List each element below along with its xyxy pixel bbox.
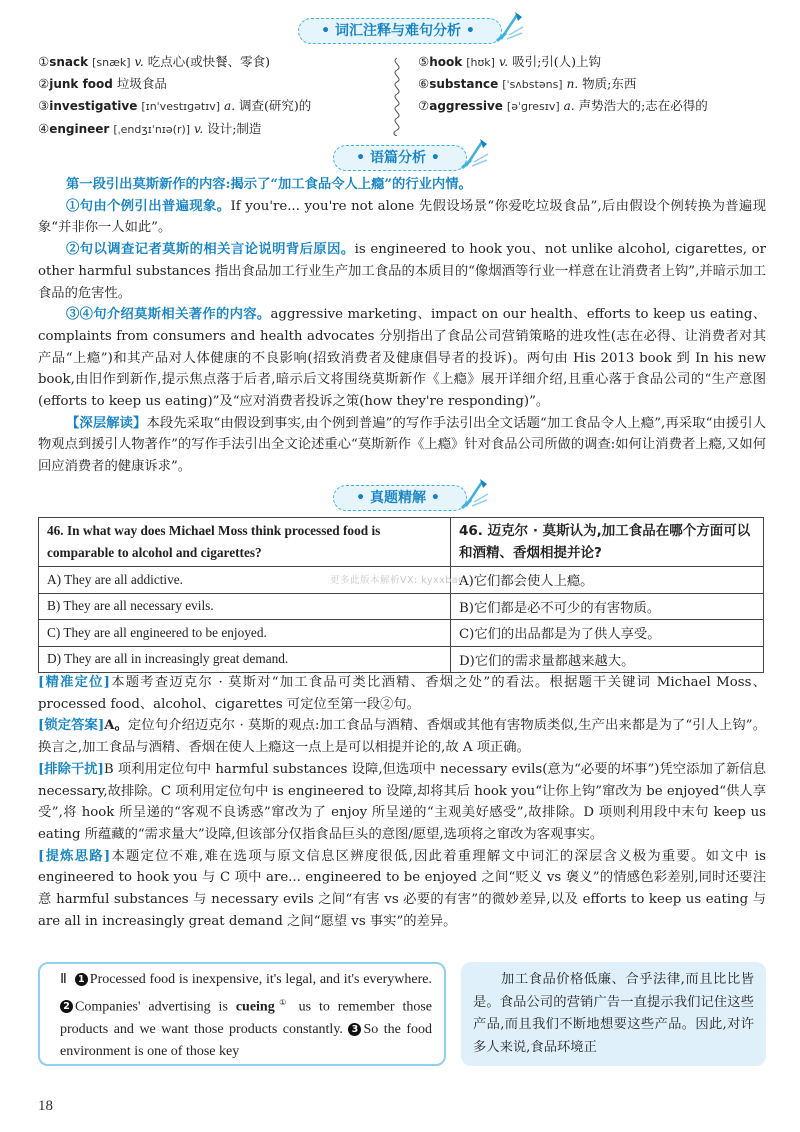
- sentence-number: 2: [60, 1000, 73, 1013]
- answer-paragraph: [锁定答案]A。定位句介绍迈克尔 · 莫斯的观点:加工食品与酒精、香烟或其他有害物质类似,生产出来都是为了“引人上钩”。换言之,加工食品与酒精、香烟在使人上瘾这一点上是可以相提并论的,故 A 项正确。: [38, 718, 766, 756]
- option-c-zh: C)它们的出品都是为了供人享受。: [451, 620, 764, 647]
- option-a-zh: A)它们都会使人上瘾。: [451, 567, 764, 594]
- spiral-divider: [390, 56, 404, 136]
- vocab-list-right: [418, 51, 708, 118]
- option-c-en: C) They are all engineered to be enjoyed.: [39, 620, 451, 647]
- deep-reading-paragraph: 【深层解读】本段先采取“由假设到事实,由个例到普遍”的写作手法引出全文话题“加工食品令人上瘾”,再采取“由援引人物观点到援引人物著作”的写作手法引出全文论述重心“莫斯新作《上瘾》针对食品公司所做的调查:如何让消费者上瘾,又如何回应消费者的健康诉求”。: [38, 415, 766, 475]
- eliminate-paragraph: [排除干扰]B 项利用定位句中 harmful substances 设障,但选项中 necessary evils(意为“必要的坏事”)凭空添加了新信息 necessary,故排除。C 项利用定位句中 is engineered to 设障,却将其后 hook you“让你上钩”窜改为 be enjoyed“供人享受”,将 hook 所呈递的“客观不良诱惑”窜改为了 enjoy 所呈递的“主观美好感受”,故排除。D 项则利用段中末句 keep us eating 所蕴藏的“需求量大”设障,但该部分仅指食品巨头的意图/愿望,选项将之窜改为客观事实。: [38, 761, 766, 842]
- question-stem-en: 46. In what way does Michael Moss think processed food is comparable to alcohol and cigarettes?: [39, 518, 451, 567]
- option-row: [39, 646, 764, 673]
- locate-paragraph: [精准定位]本题考查迈克尔 · 莫斯对“加工食品可类比酒精、香烟之处”的看法。根据题干关键词 Michael Moss、processed food、alcohol、cigarettes 可定位至第一段②句。: [38, 675, 766, 712]
- vocab-item: ①snack [snæk] v. 吃点心(或快餐、零食): [38, 54, 270, 69]
- analysis-paragraph: ②句以调查记者莫斯的相关言论说明背后原因。is engineered to hook you、not unlike alcohol, cigarettes, or other harmful substances 指出食品加工行业生产加工食品的本质目的“像烟酒等行业一样意在让消费者上钩”,并暗示加工食品的危害性。: [38, 242, 766, 301]
- page-number: 18: [38, 1098, 53, 1114]
- question-stem-row: [39, 518, 764, 567]
- translation-box: [461, 962, 766, 1066]
- option-b-en: B) They are all necessary evils.: [39, 593, 451, 620]
- option-d-en: D) They are all in increasingly great demand.: [39, 646, 451, 673]
- translation-text: 加工食品价格低廉、合乎法律,而且比比皆是。食品公司的营销广告一直提示我们记住这些产品,而且我们不断地想要这些产品。因此,对许多人来说,食品环境正: [473, 972, 754, 1055]
- passage-sentence: Processed food is inexpensive, it's legal, and it's everywhere.: [89, 972, 432, 987]
- analysis-paragraph: ③④句介绍莫斯相关著作的内容。aggressive marketing、impact on our health、efforts to keep us eating、complaints from consumers and health advocates 分别指出了食品公司营销策略的进攻性(志在必得、让消费者对其产品“上瘾”)和其产品对人体健康的不良影响(招致消费者及健康倡导者的投诉)。两句由 His 2013 book 到 In his new book,由旧作到新作,提示焦点落于后者,暗示后文将围绕莫斯新作《上瘾》展开详细介绍,且重心落于食品公司的“生产意图(efforts to keep us eating)”及“应对消费者投诉之策(how they're responding)”。: [38, 307, 766, 410]
- watermark: 更多此版本解析VX: kyxxbao: [330, 575, 465, 586]
- vocab-section-banner: • 词汇注释与难句分析 •: [0, 18, 800, 44]
- vocab-item: ⑥substance [ˈsʌbstəns] n. 物质;东西: [418, 76, 637, 92]
- option-b-zh: B)它们都是必不可少的有害物质。: [451, 593, 764, 620]
- brush-icon: [495, 9, 525, 43]
- option-d-zh: D)它们的需求量都越来越大。: [451, 646, 764, 673]
- vocab-item: ⑦aggressive [əˈɡresɪv] a. 声势浩大的;志在必得的: [418, 98, 708, 114]
- question-46-table: [38, 517, 764, 673]
- option-row: [39, 620, 764, 647]
- vocab-item: ④engineer [ˌendʒɪˈnɪə(r)] v. 设计;制造: [38, 120, 262, 136]
- question-stem-zh: 46. 迈克尔 · 莫斯认为,加工食品在哪个方面可以和酒精、香烟相提并论?: [451, 518, 764, 567]
- summary-paragraph: [提炼思路]本题定位不难,难在选项与原文信息区辨度很低,因此着重理解文中词汇的深层含义极为重要。如文中 is engineered to hook you 与 C 项中 are... engineered to be enjoyed 之间“贬义 vs 褒义”的情感色彩差别,同时还要注意 harmful substances 与 necessary evils 之间“有害 vs 必要的有害”的微妙差异,以及 efforts to keep us eating 与 are all in increasingly great demand 之间“愿望 vs 事实”的差异。: [38, 848, 766, 929]
- analysis-heading: 第一段引出莫斯新作的内容:揭示了“加工食品令人上瘾”的行业内情。: [66, 177, 472, 192]
- vocab-list-left: [38, 51, 311, 140]
- sentence-number: 3: [348, 1023, 361, 1036]
- brush-icon: [460, 476, 490, 510]
- discourse-banner-title: 语篇分析: [370, 150, 426, 166]
- brush-icon: [460, 136, 490, 170]
- sentence-number: 1: [75, 973, 88, 986]
- passage-sentence: So the food environment is one of those key: [60, 1021, 433, 1060]
- option-a-en: A) They are all addictive.: [39, 567, 451, 594]
- vocab-item: ③investigative [ɪnˈvestɪɡətɪv] a. 调查(研究)的: [38, 98, 312, 114]
- exam-section-banner: • 真题精解 •: [0, 485, 800, 511]
- answer-explanation: [38, 672, 766, 932]
- option-row: [39, 593, 764, 620]
- vocab-item: ⑤hook [hʊk] v. 吸引;引(人)上钩: [418, 54, 602, 69]
- paragraph-numeral: Ⅱ: [60, 972, 68, 987]
- discourse-section-banner: • 语篇分析 •: [0, 145, 800, 171]
- exam-banner-title: 真题精解: [370, 490, 426, 506]
- vocab-item: ②junk food 垃圾食品: [38, 76, 167, 92]
- analysis-paragraph: ①句由个例引出普遍现象。If you're... you're not alone 先假设场景“你爱吃垃圾食品”,后由假设个例转换为普遍现象“并非你一人如此”。: [38, 198, 767, 236]
- vocab-banner-title: 词汇注释与难句分析: [335, 23, 461, 39]
- passage-box: Ⅱ 1 Processed food is inexpensive, it's legal, and it's everywhere. 2 Companies' advertising is cueing① us to remember those products and we want those products constantly. 3 So the food environment is one of those key: [38, 962, 446, 1066]
- annotated-word: cueing: [235, 999, 275, 1015]
- discourse-analysis: [38, 174, 766, 478]
